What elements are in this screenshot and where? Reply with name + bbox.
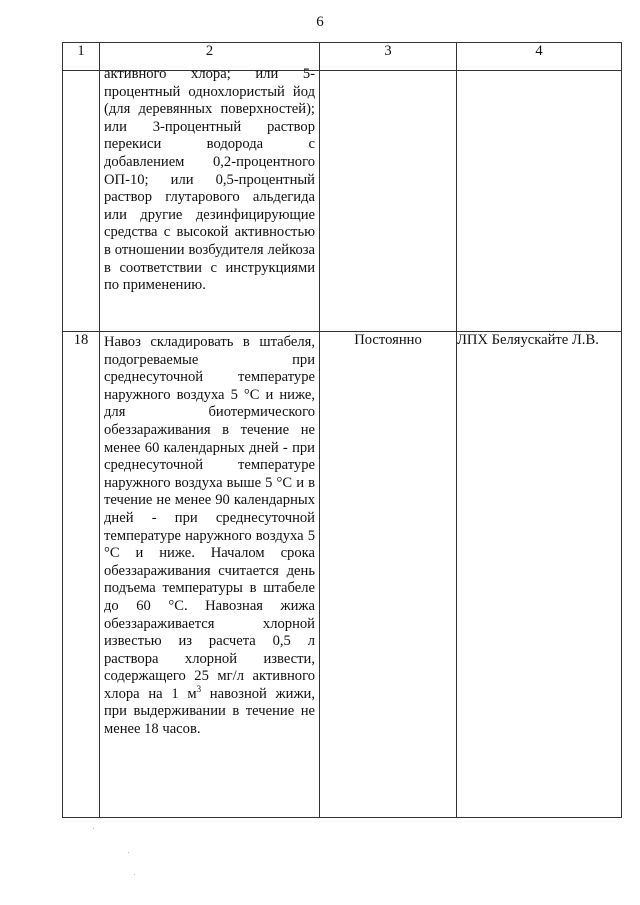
page-number: 6 xyxy=(316,14,324,30)
scan-speck xyxy=(93,828,94,829)
measure-text: активного хлора; или 5-процентный однохлористый йод (для деревянных поверхностей); или 3-процентный раствор перекиси водорода с добавлением 0,2-процентного ОП-10; или 0,5-процентный раствор глутарового альдегида или другие дезинфицирующие средства с высокой активностью в отношении возбудителя лейкоза в соответствии с инструкциями по применению. xyxy=(104,66,315,294)
measure-cell xyxy=(100,332,320,818)
scan-speck xyxy=(134,874,135,875)
measures-table xyxy=(62,42,622,818)
scan-speck xyxy=(128,852,129,853)
column-header-4: 4 xyxy=(457,43,622,71)
measure-text-part: Навоз складировать в штабеля, подогреваемые при среднесуточной температуре наружного воздуха 5 °С и ниже, для биотермического обеззараживания в течение не менее 60 календарных дней - при среднесуточной температуре наружного воздуха выше 5 °С и в течение не менее 90 календарных дней - при среднесуточной температуре наружного воздуха 5 °С и ниже. Началом срока обеззараживания считается день подъема температуры в штабеле до 60 °С. Навозная жижа обеззараживается хлорной известью из расчета 0,5 л раствора хлорной извести, содержащего 25 мг/л активного хлора на 1 м xyxy=(104,334,315,702)
responsible-cell: ЛПХ Беляускайте Л.В. xyxy=(457,332,622,818)
period-cell: Постоянно xyxy=(320,332,457,818)
row-number: 18 xyxy=(63,332,100,818)
superscript: 3 xyxy=(196,683,202,694)
table-row xyxy=(63,332,622,818)
row-number xyxy=(63,71,100,332)
column-header-1: 1 xyxy=(63,43,100,71)
responsible-cell xyxy=(457,71,622,332)
table-row xyxy=(63,71,622,332)
period-cell xyxy=(320,71,457,332)
measure-text-part: навозной жижи, при выдерживании в течение не менее 18 часов. xyxy=(104,685,315,738)
column-header-3: 3 xyxy=(320,43,457,71)
column-header-2: 2 xyxy=(100,43,320,71)
measure-cell xyxy=(100,66,320,332)
measure-text xyxy=(100,332,319,739)
